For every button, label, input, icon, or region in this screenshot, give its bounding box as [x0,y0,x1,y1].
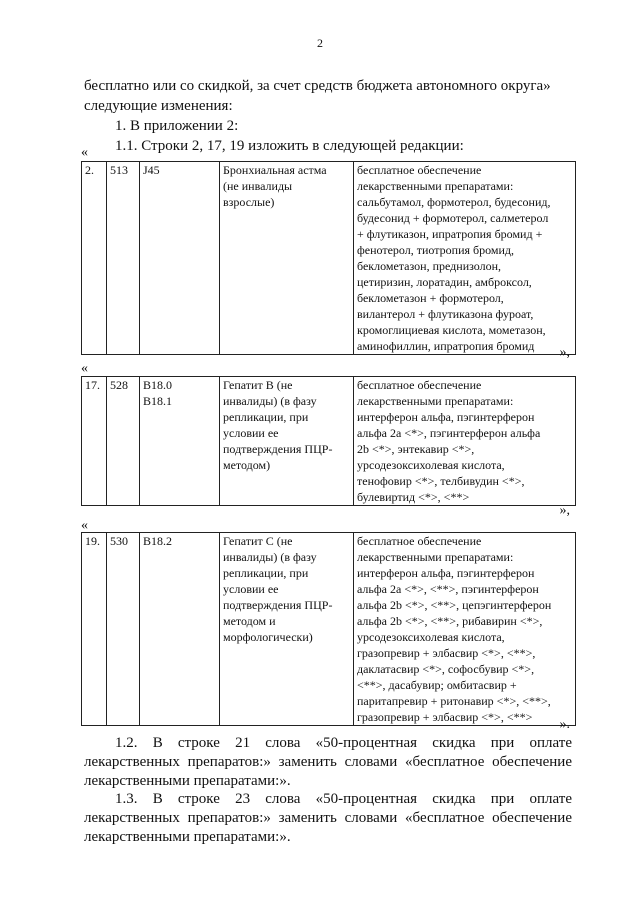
icd-line: B18.1 [143,394,173,408]
drug-line: + флутиказон, ипратропия бромид + [357,227,543,241]
drug-line: будесонид + формотерол, салметерол [357,211,549,225]
icd-line: J45 [143,163,160,177]
icd-line: B18.2 [143,534,173,548]
drug-line: булевиртид <*>, <**> [357,490,470,504]
drug-line: фенотерол, тиотропия бромид, [357,243,515,257]
icd-line: B18.0 [143,378,173,392]
drug-line: альфа 2а <*>, пэгинтерферон альфа [357,426,541,440]
disease-line: инвалиды) (в фазу [223,394,317,408]
drug-line: тенофовир <*>, телбивудин <*>, [357,474,525,488]
table-row-19 [81,532,576,726]
disease-line: подтверждения ПЦР- [223,598,333,612]
disease-line: репликации, при [223,410,309,424]
drug-line: сальбутамол, формотерол, будесонид, [357,195,551,209]
quote-close-row-2: », [559,345,570,360]
drug-line: беклометазон + формотерол, [357,291,504,305]
quote-close-row-17: », [559,503,570,518]
intro-line-4: 1.1. Строки 2, 17, 19 изложить в следующей редакции: [115,138,464,154]
drug-line: лекарственными препаратами: [357,550,514,564]
drug-line: альфа 2b <*>, <**>, рибавирин <*>, [357,614,543,628]
row-code: 530 [107,533,140,726]
drug-line: цетиризин, лоратадин, амброксол, [357,275,532,289]
row-disease [220,533,354,726]
drug-line: интерферон альфа, пэгинтерферон [357,566,535,580]
row-number: 19. [82,533,107,726]
row-disease [220,162,354,355]
drug-line: бесплатное обеспечение [357,378,482,392]
drug-line: урсодезоксихолевая кислота, [357,630,505,644]
disease-line: морфологически) [223,630,313,644]
intro-line-2: следующие изменения: [84,98,233,114]
drug-line: лекарственными препаратами: [357,179,514,193]
quote-open-row-2: « [81,145,88,160]
disease-line: методом и [223,614,276,628]
row-icd-code [140,377,220,506]
quote-open-row-17: « [81,361,88,376]
intro-line-3: 1. В приложении 2: [115,118,239,134]
drug-line: гразопревир + элбасвир <*>, <**>, [357,646,536,660]
row-drugs [354,377,576,506]
quote-close-row-19: ». [559,717,570,732]
disease-line: условии ее [223,582,279,596]
quote-open-row-19: « [81,518,88,533]
drug-line: альфа 2а <*>, <**>, пэгинтерферон [357,582,539,596]
disease-line: взрослые) [223,195,275,209]
disease-line: инвалиды) (в фазу [223,550,317,564]
paragraph-line: 1.2. В строке 21 слова «50-процентная скидка при оплате [115,735,572,751]
row-drugs [354,533,576,726]
drug-line: альфа 2b <*>, <**>, цепэгинтерферон [357,598,552,612]
page-number: 2 [317,36,323,50]
row-drugs [354,162,576,355]
table-row-17 [81,376,576,506]
row-number: 17. [82,377,107,506]
row-code: 528 [107,377,140,506]
drug-line: интерферон альфа, пэгинтерферон [357,410,535,424]
paragraph-1-2 [84,734,572,791]
disease-line: условии ее [223,426,279,440]
drug-line: вилантерол + флутиказона фуроат, [357,307,534,321]
drug-line: бесплатное обеспечение [357,163,482,177]
row-icd-code [140,162,220,355]
drug-line: даклатасвир <*>, софосбувир <*>, [357,662,535,676]
paragraph-1-3 [84,790,572,847]
intro-text [84,76,574,156]
drug-line: беклометазон, преднизолон, [357,259,502,273]
table-row-2 [81,161,576,355]
disease-line: (не инвалиды [223,179,293,193]
intro-line-1: бесплатно или со скидкой, за счет средств бюджета автономного округа» [84,78,551,94]
drug-line: <**>, дасабувир; омбитасвир + [357,678,517,692]
disease-line: Гепатит В (не [223,378,293,392]
disease-line: Бронхиальная астма [223,163,327,177]
disease-line: подтверждения ПЦР- [223,442,333,456]
drug-line: аминофиллин, ипратропия бромид [357,339,535,353]
paragraph-line: 1.3. В строке 23 слова «50-процентная скидка при оплате [115,791,572,807]
drug-line: урсодезоксихолевая кислота, [357,458,505,472]
drug-line: 2b <*>, энтекавир <*>, [357,442,475,456]
disease-line: методом) [223,458,271,472]
drug-line: бесплатное обеспечение [357,534,482,548]
row-disease [220,377,354,506]
disease-line: репликации, при [223,566,309,580]
drug-line: гразопревир + элбасвир <*>, <**> [357,710,533,724]
drug-line: кромоглициевая кислота, мометазон, [357,323,546,337]
disease-line: Гепатит С (не [223,534,293,548]
row-icd-code [140,533,220,726]
row-number: 2. [82,162,107,355]
row-code: 513 [107,162,140,355]
paragraph-line: лекарственных препаратов:» заменить словами «бесплатное обеспечение лекарственными препаратами:». [84,754,572,789]
paragraph-line: лекарственных препаратов:» заменить словами «бесплатное обеспечение лекарственными препаратами:». [84,810,572,845]
drug-line: паритапревир + ритонавир <*>, <**>, [357,694,551,708]
drug-line: лекарственными препаратами: [357,394,514,408]
